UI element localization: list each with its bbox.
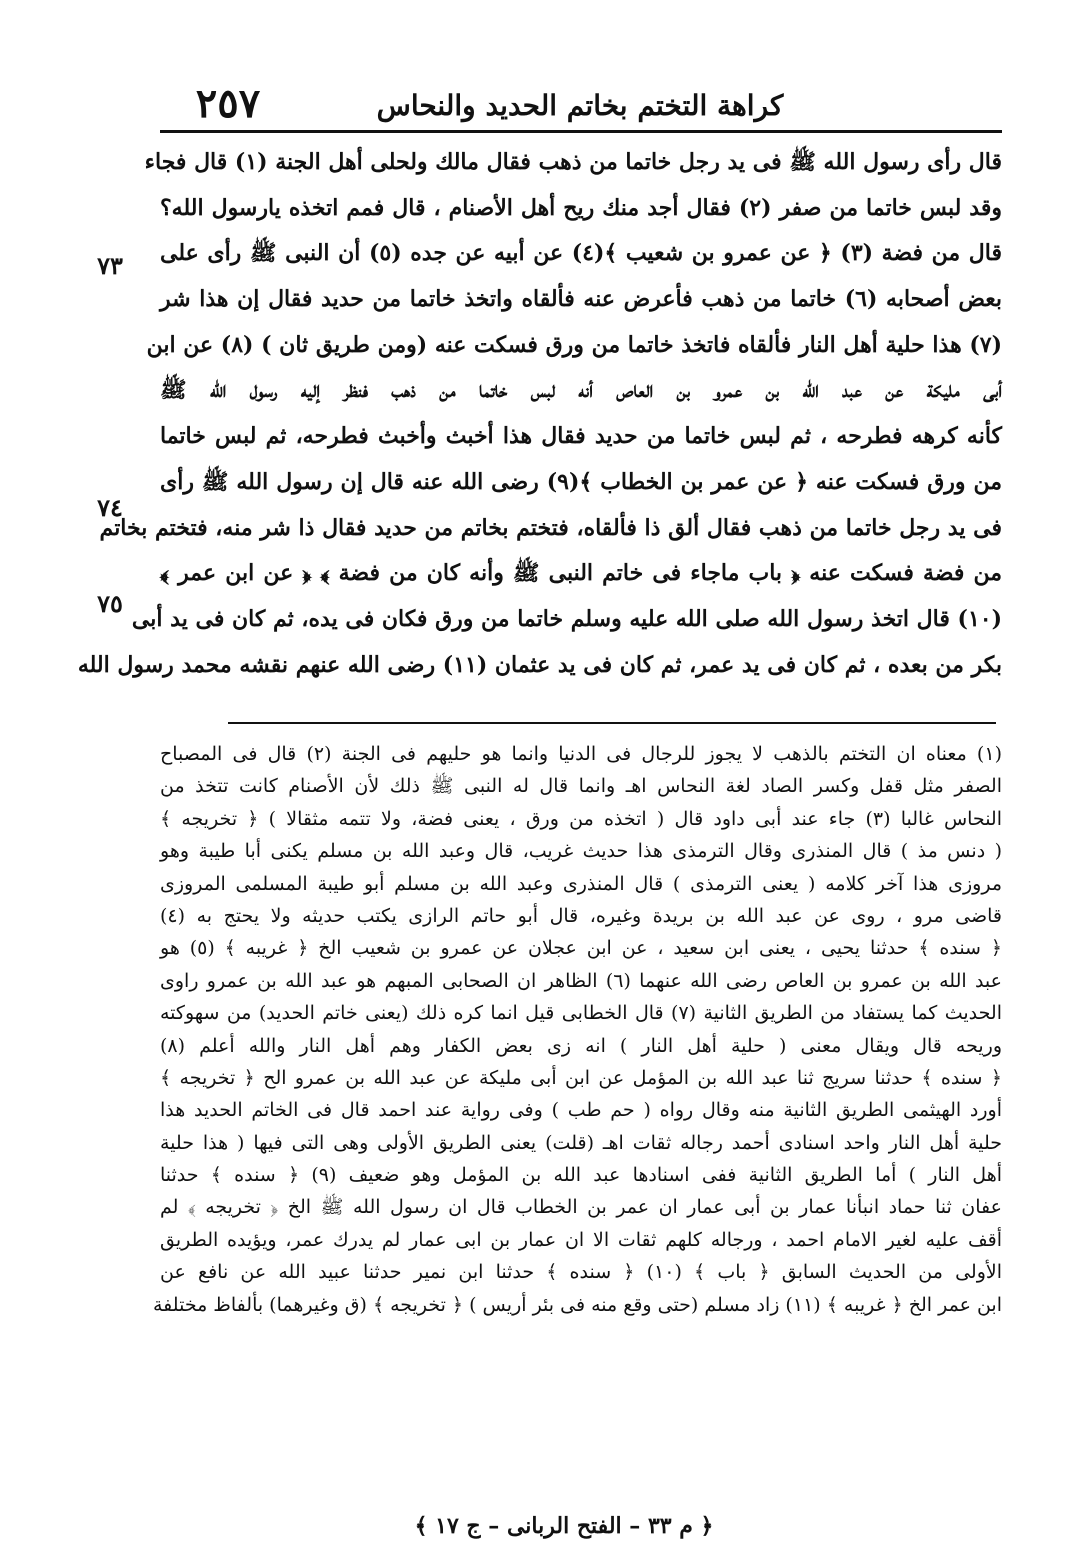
main-text-line: بكر من بعده ، ثم كان فى يد عمر، ثم كان فى يد عثمان (١١) رضى الله عنهم نقشه محمد رسول الله [77,651,1002,678]
footnote-line: (١) معناه ان التختم بالذهب لا يجوز للرجال فى الدنيا وانما هو حليهم فى الجنة (٢) قال فى المصباح [160,743,1002,765]
footnote-line: ( دنس مذ ) قال المنذرى وقال الترمذى هذا حديث غريب، قال وعبد الله بن مسلم يكنى أبا طيبة وهو [160,840,1003,863]
footnote-line: عفان ثنا حماد انبأنا عمار بن أبى عمار ان عمر بن الخطاب قال ان رسول الله ﷺ الخ ﴿ تخريجه ﴾ لم [160,1196,1002,1219]
footnote-line: أقف عليه لغير الامام احمد ، ورجاله كلهم ثقات الا ان عمار بن ابى عمار لم يدرك عمر، ويؤيده الطريق [160,1228,1002,1251]
footnote-line: ﴿ سنده ﴾ حدثنا سريج ثنا عبد الله بن المؤمل عن ابن أبى مليكة عن عبد الله بن عمرو الح ﴿ تخريجه ﴾ [160,1066,1002,1089]
main-text-line: وقد لبس خاتما من صفر (٢) فقال أجد منك ريح أهل الأصنام ، قال فمم اتخذه يارسول الله؟ [160,194,1002,221]
main-text-line: قال رأى رسول الله ﷺ فى يد رجل خاتما من ذهب فقال مالك ولحلى أهل الجنة (١) قال فجاء [144,149,1002,175]
footnote-line: وريحه قال ويقال معنى ( حلية أهل النار ) انه زى بعض الكفار وهم أهل النار والله أعلم (٨) [160,1034,1002,1057]
main-text-line: أبى مليكة عن عبد الله بن عمرو بن العاص أنه لبس خاتما من ذهب فنظر إليه رسول الله ﷺ [160,377,1002,404]
main-text-line: من ورق فسكت عنه ﴿ عن عمر بن الخطاب ﴾(٩) رضى الله عنه قال إن رسول الله ﷺ رأى [160,468,1002,495]
main-text-line: فى يد رجل خاتما من ذهب فقال ألق ذا فألقاه، فتختم بخاتم من حديد فقال ذا شر منه، فتختم بخاتم [99,514,1002,541]
header-divider [160,130,1002,133]
footnote-line: أهل النار ) أما الطريق الثانية ففى اسنادها عبد الله بن المؤمل وهو ضعيف (٩) ﴿ سنده ﴾ حدثنا [160,1164,1002,1187]
footnote-line: الصفر مثل قفل وكسر الصاد لغة النحاس اهـ وانما قال له النبى ﷺ ذلك لأن الأصنام كانت تتخذ من [160,775,1002,798]
page-number: ٢٥٧ [195,80,261,127]
footnotes [153,738,1003,1321]
main-text-line: من فضة فسكت عنه ﴿ باب ماجاء فى خاتم النبى ﷺ وأنه كان من فضة ﴾ ﴿ عن ابن عمر ﴾ [160,560,1002,587]
margin-number-74: ٧٤ [97,493,123,522]
main-text-line: قال من فضة (٣) ﴿ عن عمرو بن شعيب ﴾(٤) عن أبيه عن جده (٥) أن النبى ﷺ رأى على [160,240,1003,267]
main-text-line: (٧) هذا حلية أهل النار فألقاه فاتخذ خاتما من ورق فسكت عنه (ومن طريق ثان ) (٨) عن ابن [146,331,1002,358]
footnote-divider [228,722,996,724]
footnote-line: الأولى من الحديث السابق ﴿ باب ﴾ (١٠) ﴿ سنده ﴾ حدثنا ابن نمير حدثنا عبيد الله عن نافع عن [160,1261,1002,1284]
margin-number-73: ٧٣ [97,251,123,280]
main-text-line: (١٠) قال اتخذ رسول الله صلى الله عليه وسلم خاتما من ورق فكان فى يده، ثم كان فى يد أبى [131,605,1002,632]
footnote-line: مروزى هذا آخر كلامه ( يعنى الترمذى ) قال المنذرى وعبد الله بن مسلم أبو طيبة المسلمى المروزى [160,872,1002,895]
main-text-line: كأنه كرهه فطرحه ، ثم لبس خاتما من حديد فقال هذا أخبث وأخبث فطرحه، ثم لبس خاتما [160,423,1002,450]
footnote-line: حلية أهل النار واحد اسنادى أحمد رجاله ثقات اهـ (قلت) يعنى الطريق الأولى وهى التى فيها ( هذا حلية [160,1131,1002,1154]
footnote-line: ﴿ سنده ﴾ حدثنا يحيى ، يعنى ابن سعيد ، عن ابن عجلان عن عمرو بن شعيب الخ ﴿ غريبه ﴾ (٥) هو [160,937,1002,960]
footnote-line: الحديث كما يستفاد من الطريق الثانية (٧) قال الخطابى قيل انما كره ذلك (يعنى خاتم الحديد) من سهوكته [160,1002,1002,1025]
footnote-line: ابن عمر الخ ﴿ غريبه ﴾ (١١) زاد مسلم (حتى وقع منه فى بئر أريس ) ﴿ تخريجه ﴾ (ق وغيرهما) بألفاظ مختلفة [153,1293,1002,1316]
page-title: كراهة التختم بخاتم الحديد والنحاس [376,89,784,122]
margin-number-75: ٧٥ [97,589,123,618]
footnote-line: قاضى مرو ، روى عن عبد الله بن بريدة وغيره، قال أبو حاتم الرازى يكتب حديثه ولا يحتج به (٤) [160,904,1002,927]
page-signature: ﴿ م ٣٣ – الفتح الربانى – ج ١٧ ﴾ [414,1513,714,1539]
footnote-line: أورد الهيثمى الطريق الثانية منه وقال رواه ( حم طب ) وفى رواية عند احمد قال فى الخاتم الحديد هذا [160,1099,1002,1122]
main-text-line: بعض أصحابه (٦) خاتما من ذهب فأعرض عنه فألقاه واتخذ خاتما من حديد فقال إن هذا شر [160,286,1003,313]
footnote-line: النحاس غالبا (٣) جاء عند أبى داود قال ( اتخذه من ورق ، يعنى فضة، ولا تتمه مثقالا ) ﴿ تخريجه ﴾ [160,807,1003,830]
footnote-line: عبد الله بن عمرو بن العاص رضى الله عنهما (٦) الظاهر ان الصحابى المبهم هو عبد الله بن عمرو راوى [160,969,1002,992]
